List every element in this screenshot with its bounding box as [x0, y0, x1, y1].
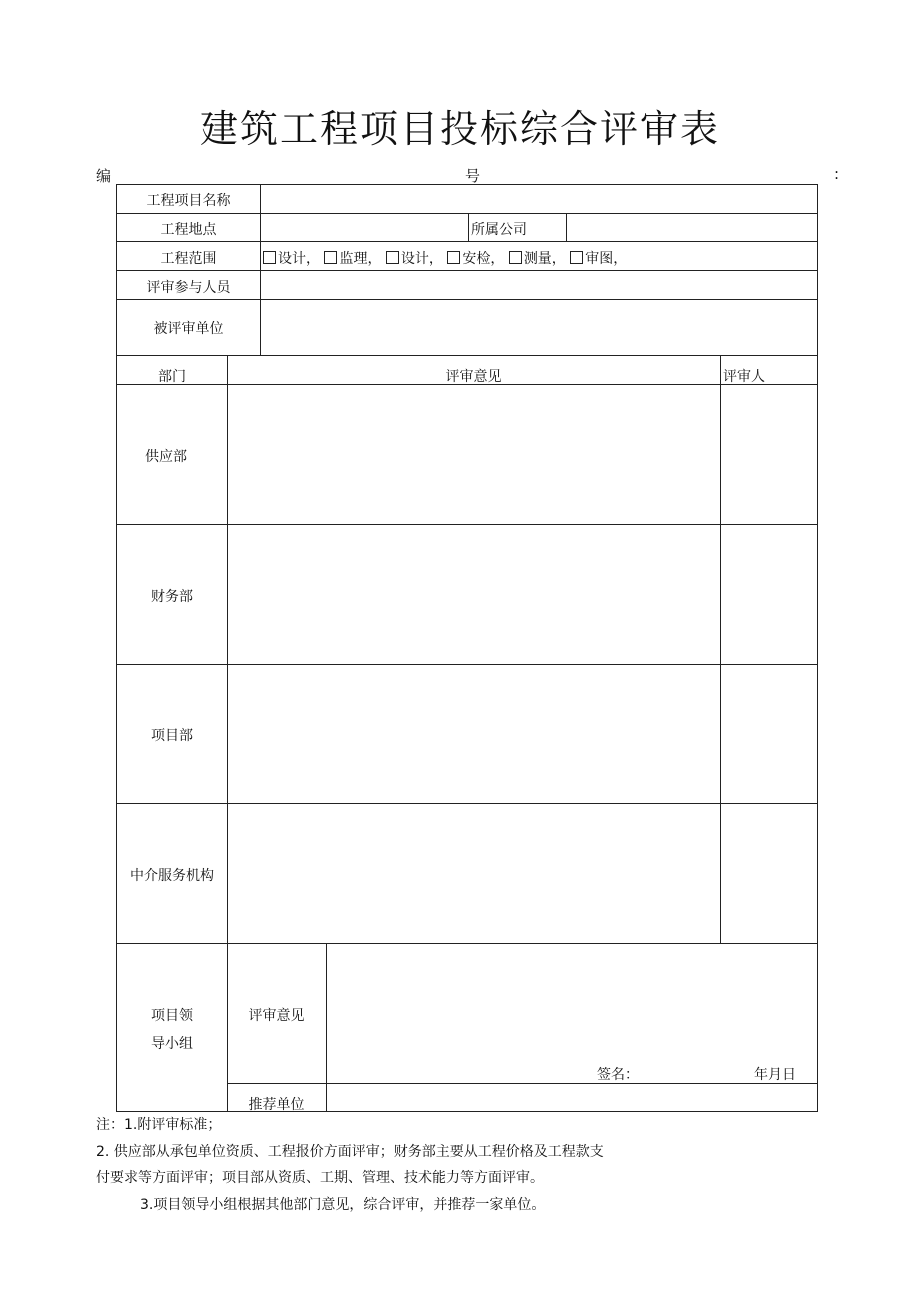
date-label: 年月日 [754, 1067, 796, 1083]
checkbox-icon[interactable] [570, 251, 583, 264]
checkbox-icon[interactable] [447, 251, 460, 264]
department-header: 部门 [158, 369, 186, 385]
project-name-label: 工程项目名称 [146, 193, 231, 209]
company-label: 所属公司 [471, 222, 527, 238]
row-divider [227, 1083, 817, 1084]
leader-group-label-line2: 导小组 [151, 1036, 193, 1052]
department-supply: 供应部 [145, 449, 187, 465]
row-divider [117, 664, 817, 665]
recommend-label: 推荐单位 [248, 1097, 305, 1113]
scope-option: 监理， [339, 251, 382, 267]
row-divider [117, 299, 817, 300]
checkbox-icon[interactable] [509, 251, 522, 264]
note-2-line-2: 付要求等方面评审；项目部从资质、工期、管理、技术能力等方面评审。 [96, 1170, 544, 1186]
number-label-middle: 号 [465, 167, 481, 185]
note-3: 3.项目领导小组根据其他部门意见，综合评审，并推荐一家单位。 [140, 1197, 546, 1213]
col-divider [260, 185, 261, 355]
row-divider [117, 270, 817, 271]
scope-option: 设计， [278, 251, 320, 267]
col-divider [720, 355, 721, 943]
checkbox-icon[interactable] [263, 251, 276, 264]
note-1: 注：1.附评审标准； [96, 1117, 222, 1133]
scope-option: 审图， [585, 251, 628, 267]
col-divider [566, 213, 567, 241]
department-agency: 中介服务机构 [130, 868, 214, 884]
participants-label: 评审参与人员 [146, 280, 231, 296]
signature-label: 签名： [597, 1067, 639, 1083]
scope-option: 设计， [400, 251, 443, 267]
row-divider [117, 803, 817, 804]
checkbox-icon[interactable] [324, 251, 337, 264]
reviewed-unit-label: 被评审单位 [153, 321, 224, 337]
row-divider [117, 524, 817, 525]
review-form-table [116, 184, 818, 1112]
department-project: 项目部 [151, 728, 193, 744]
row-divider [117, 943, 817, 944]
row-divider [117, 213, 817, 214]
department-finance: 财务部 [151, 589, 193, 605]
row-divider [117, 241, 817, 242]
leader-group-label-line1: 项目领 [151, 1008, 193, 1024]
scope-label: 工程范围 [160, 251, 217, 267]
scope-options [263, 248, 627, 268]
reviewer-header: 评审人 [723, 369, 765, 385]
leader-opinion-label: 评审意见 [248, 1008, 305, 1024]
checkbox-icon[interactable] [386, 251, 399, 264]
opinion-header: 评审意见 [445, 369, 502, 385]
note-2-line-1: 2. 供应部从承包单位资质、工程报价方面评审；财务部主要从工程价格及工程款支 [96, 1144, 604, 1160]
scope-option: 安检， [462, 251, 505, 267]
col-divider [468, 213, 469, 241]
project-location-label: 工程地点 [160, 222, 217, 238]
number-label-left: 编 [96, 167, 112, 185]
col-divider [326, 943, 327, 1111]
number-label-colon: : [834, 165, 840, 183]
page-title: 建筑工程项目投标综合评审表 [199, 107, 720, 151]
col-divider [227, 355, 228, 1111]
row-divider [117, 355, 817, 356]
scope-option: 测量， [523, 251, 566, 267]
